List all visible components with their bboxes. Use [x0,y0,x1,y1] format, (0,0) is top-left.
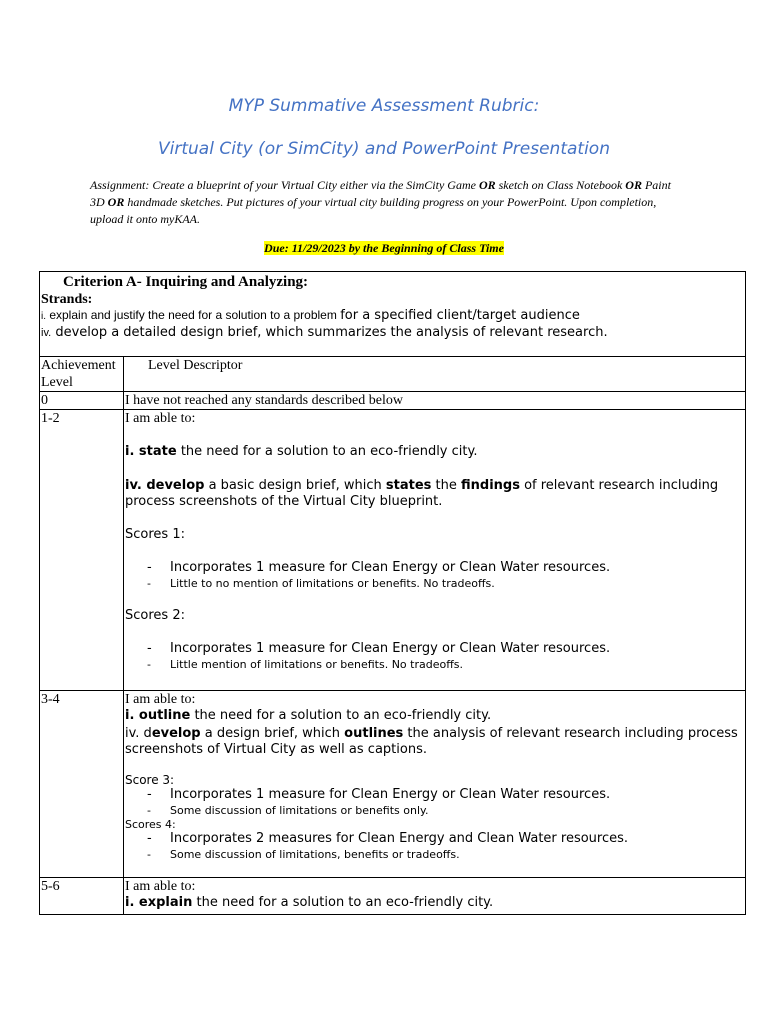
strand-text: the need for a solution to an eco-friendly city. [176,444,478,459]
strand-text: a basic design brief, which [204,478,386,493]
list-item: - Some discussion of limitations or benefits only. [147,803,744,818]
level-cell: 1-2 [40,410,124,691]
header-descriptor: Level Descriptor [124,357,746,392]
assignment-or: OR [625,178,642,192]
score-label: Scores 1: [125,527,185,542]
due-date [0,241,768,256]
descriptor-cell: I have not reached any standards described below [124,392,746,410]
document-subtitle: Virtual City (or SimCity) and PowerPoint Presentation [158,139,610,159]
score-list [125,560,744,591]
strand-text: iv. d [125,726,152,741]
due-date-highlight: Due: 11/29/2023 by the Beginning of Class Time [264,241,504,255]
able-to-text: I am able to: [125,411,196,426]
table-header-row [40,357,746,392]
strand-keyword: i. outline [125,708,191,723]
criterion-row [40,272,746,357]
strand-iv-descriptor [125,726,744,758]
strand-text: the need for a solution to an eco-friendly city. [192,895,494,910]
level-cell: 0 [40,392,124,410]
list-item: - Incorporates 1 measure for Clean Energy or Clean Water resources. [147,560,744,576]
strand-roman: i. [41,311,46,322]
criterion-title: Criterion A- Inquiring and Analyzing: [63,274,309,290]
strand-text: the need for a solution to an eco-friendly city. [190,708,492,723]
rubric-table [39,271,746,915]
list-item: - Incorporates 1 measure for Clean Energy or Clean Water resources. [147,787,744,803]
list-item: - Little mention of limitations or benefits. No tradeoffs. [147,657,744,672]
strand-keyword: findings [461,478,520,493]
criterion-cell [40,272,746,357]
score-label: Score 3: [125,773,175,787]
strand-roman: iv. [41,327,52,339]
list-item: - Little to no mention of limitations or benefits. No tradeoffs. [147,576,744,591]
able-to-text: I am able to: [125,879,196,894]
strand-keyword: outlines [344,726,404,741]
descriptor-cell [124,878,746,915]
able-to-text: I am able to: [125,692,196,707]
descriptor-cell [124,410,746,691]
strand-text: develop a detailed design brief, which summarizes the analysis of relevant research. [51,325,608,340]
strand-keyword: i. explain [125,895,193,910]
score-list [125,831,744,862]
score-label: Scores 4: [125,818,176,831]
strand-text: for a specified client/target audience [340,308,580,323]
strand-text: a design brief, which [200,726,345,741]
strand-text: the analysis of relevant research including process screenshots of Virtual City as well as captions. [125,726,738,757]
assignment-or: OR [478,178,496,192]
strand-keyword: iv. develop [125,478,205,493]
score-list [125,641,744,672]
assignment-or: OR [107,195,125,209]
strand-iv-descriptor [125,478,744,510]
strand-iv [41,325,744,341]
strand-text: the [431,478,461,493]
header-level: Achievement Level [40,357,124,392]
strand-i [41,307,744,325]
table-row [40,878,746,915]
assignment-part: Paint 3D [90,178,671,209]
assignment-text [90,177,680,228]
list-item: - Incorporates 2 measures for Clean Energy and Clean Water resources. [147,831,744,847]
strand-text: of relevant research including process screenshots of the Virtual City blueprint. [125,478,719,509]
strand-i-descriptor [125,895,744,911]
document-title: MYP Summative Assessment Rubric: [228,96,540,116]
strand-keyword: states [385,478,432,493]
table-row [40,691,746,878]
list-item: - Some discussion of limitations, benefits or tradeoffs. [147,847,744,862]
assignment-part: sketch on Class Notebook [495,178,626,192]
assignment-part: handmade sketches. Put pictures of your virtual city building progress on your PowerPoint. Upon completion, upload it onto myKAA. [90,195,657,226]
strand-text: explain and justify the need for a solution to a problem [46,308,341,322]
strands-label: Strands: [41,292,93,307]
assignment-part: Assignment: Create a blueprint of your Virtual City either via the SimCity Game [90,178,479,192]
score-label: Scores 2: [125,608,185,623]
table-row [40,392,746,410]
list-item: - Incorporates 1 measure for Clean Energy or Clean Water resources. [147,641,744,657]
strand-i-descriptor [125,444,744,460]
level-cell: 3-4 [40,691,124,878]
descriptor-cell [124,691,746,878]
strand-i-descriptor [125,708,744,724]
score-list [125,787,744,818]
level-cell: 5-6 [40,878,124,915]
strand-keyword: evelop [151,726,201,741]
table-row [40,410,746,691]
strand-keyword: i. state [125,444,177,459]
